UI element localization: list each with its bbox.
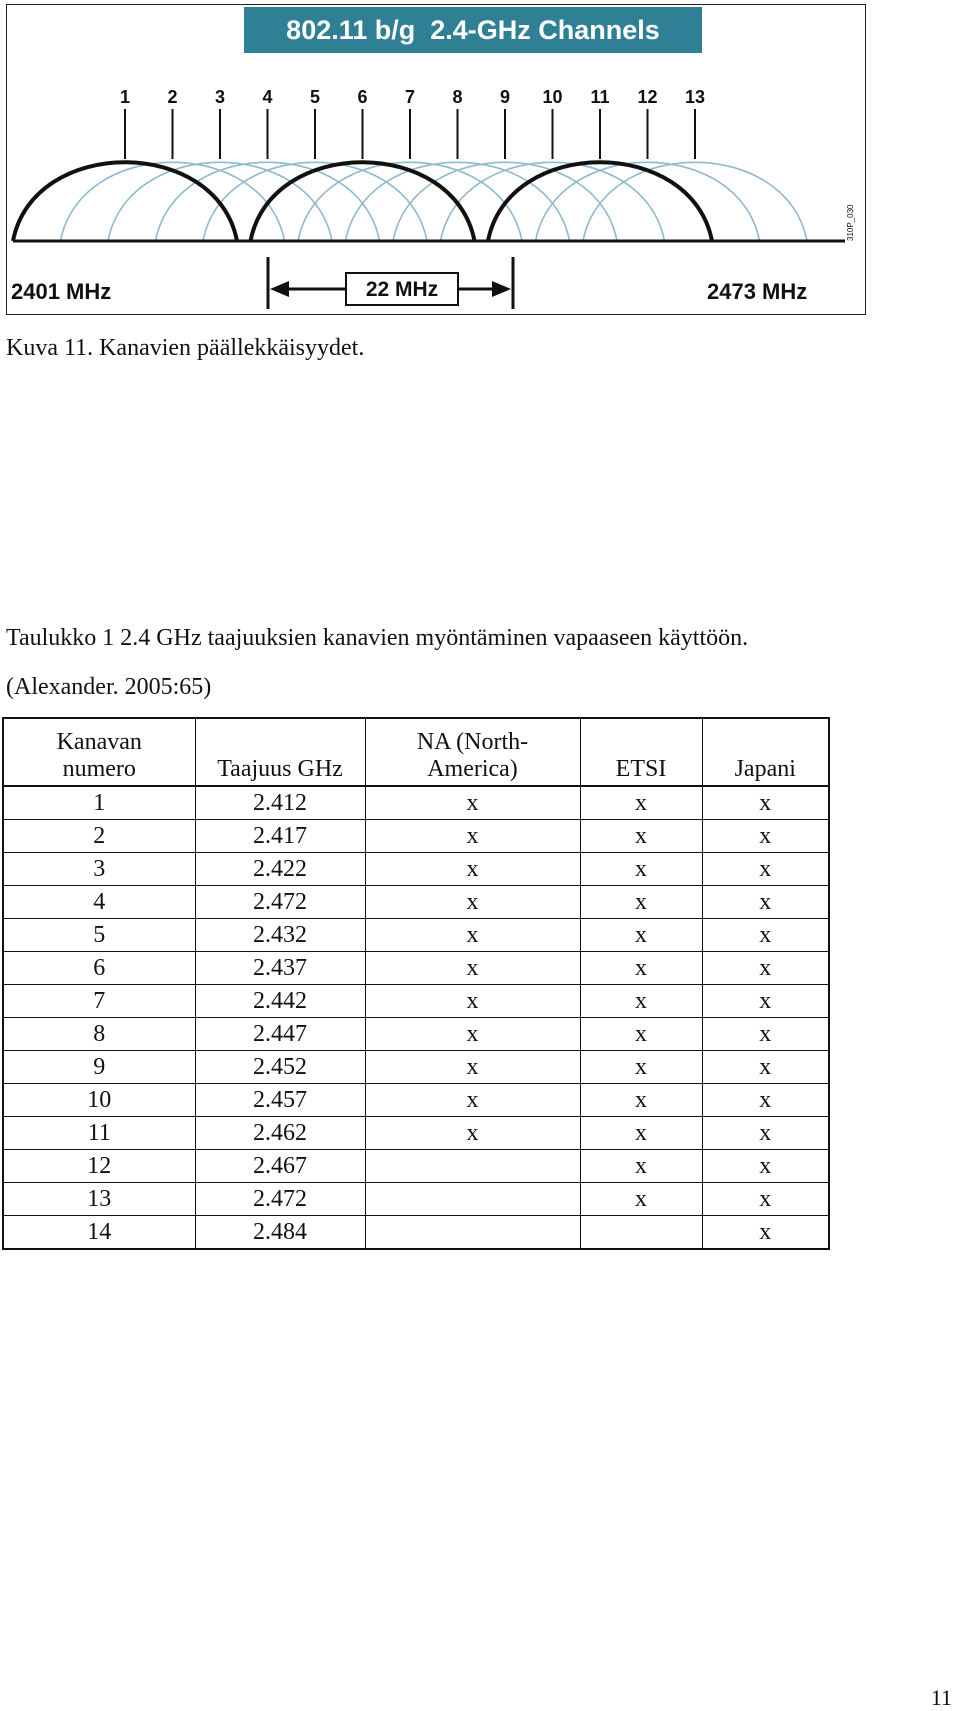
cell-etsi: x <box>580 985 702 1018</box>
cell-channel-number: 8 <box>3 1018 195 1051</box>
cell-etsi: x <box>580 1084 702 1117</box>
cell-frequency: 2.447 <box>195 1018 365 1051</box>
cell-channel-number: 5 <box>3 919 195 952</box>
cell-north-america: x <box>365 952 580 985</box>
channel-arc <box>61 162 285 241</box>
channel-number-label: 10 <box>542 87 563 107</box>
channel-arc <box>441 162 665 241</box>
cell-channel-number: 2 <box>3 820 195 853</box>
table-row <box>3 1018 829 1051</box>
cell-frequency: 2.432 <box>195 919 365 952</box>
table-row <box>3 1216 829 1250</box>
width-arrow-left-head <box>270 281 289 297</box>
cell-etsi: x <box>580 1051 702 1084</box>
channel-number-label: 9 <box>499 87 511 107</box>
cell-frequency: 2.417 <box>195 820 365 853</box>
channel-table <box>2 717 830 1250</box>
nonoverlapping-channel-arcs <box>13 162 712 241</box>
channel-markers <box>120 87 705 159</box>
freq-start-label: 2401 MHz <box>11 279 112 304</box>
channel-number-label: 5 <box>309 87 321 107</box>
table-row <box>3 1051 829 1084</box>
cell-etsi <box>580 1216 702 1250</box>
cell-channel-number: 12 <box>3 1150 195 1183</box>
cell-japan: x <box>702 1183 829 1216</box>
cell-north-america: x <box>365 853 580 886</box>
channel-number-label: 6 <box>357 87 368 107</box>
cell-frequency: 2.457 <box>195 1084 365 1117</box>
cell-frequency: 2.462 <box>195 1117 365 1150</box>
channel-number-label: 12 <box>637 87 658 107</box>
table-row <box>3 919 829 952</box>
header-channel-number: Kanavan numero <box>3 718 195 786</box>
cell-channel-number: 6 <box>3 952 195 985</box>
cell-frequency: 2.452 <box>195 1051 365 1084</box>
table-row <box>3 985 829 1018</box>
cell-north-america: x <box>365 919 580 952</box>
cell-japan: x <box>702 1150 829 1183</box>
cell-etsi: x <box>580 1150 702 1183</box>
cell-channel-number: 3 <box>3 853 195 886</box>
cell-channel-number: 14 <box>3 1216 195 1250</box>
cell-north-america <box>365 1183 580 1216</box>
cell-north-america: x <box>365 1018 580 1051</box>
cell-frequency: 2.422 <box>195 853 365 886</box>
table-row <box>3 820 829 853</box>
table-row <box>3 1150 829 1183</box>
figure-caption: Kuva 11. Kanavien päällekkäisyydet. <box>6 335 365 361</box>
cell-etsi: x <box>580 952 702 985</box>
cell-etsi: x <box>580 1018 702 1051</box>
cell-channel-number: 10 <box>3 1084 195 1117</box>
table-row <box>3 853 829 886</box>
page-number: 11 <box>930 1685 952 1710</box>
table-row <box>3 1117 829 1150</box>
cell-frequency: 2.467 <box>195 1150 365 1183</box>
width-label: 22 MHz <box>365 278 439 301</box>
channel-diagram-svg <box>7 5 865 314</box>
cell-frequency: 2.412 <box>195 786 365 820</box>
cell-etsi: x <box>580 1183 702 1216</box>
nonoverlapping-channel-arc <box>13 162 237 241</box>
table-header-row <box>3 718 829 786</box>
cell-japan: x <box>702 985 829 1018</box>
cell-channel-number: 11 <box>3 1117 195 1150</box>
channel-number-label: 8 <box>452 87 463 107</box>
cell-north-america <box>365 1150 580 1183</box>
cell-channel-number: 7 <box>3 985 195 1018</box>
cell-etsi: x <box>580 853 702 886</box>
channel-number-label: 1 <box>119 87 131 107</box>
channel-arc <box>298 162 522 241</box>
cell-channel-number: 1 <box>3 786 195 820</box>
channel-number-label: 11 <box>590 87 610 107</box>
cell-frequency: 2.437 <box>195 952 365 985</box>
cell-north-america: x <box>365 985 580 1018</box>
cell-north-america <box>365 1216 580 1250</box>
table-source: (Alexander. 2005:65) <box>6 674 212 700</box>
header-north-america: NA (North- America) <box>365 718 580 786</box>
cell-north-america: x <box>365 1117 580 1150</box>
cell-etsi: x <box>580 1117 702 1150</box>
cell-frequency: 2.472 <box>195 1183 365 1216</box>
cell-etsi: x <box>580 820 702 853</box>
cell-frequency: 2.484 <box>195 1216 365 1250</box>
cell-frequency: 2.472 <box>195 886 365 919</box>
channel-arc <box>536 162 760 241</box>
table-row <box>3 786 829 820</box>
cell-japan: x <box>702 786 829 820</box>
cell-channel-number: 13 <box>3 1183 195 1216</box>
cell-japan: x <box>702 820 829 853</box>
cell-japan: x <box>702 1216 829 1250</box>
channel-number-label: 13 <box>684 87 706 107</box>
cell-japan: x <box>702 886 829 919</box>
cell-japan: x <box>702 1051 829 1084</box>
cell-channel-number: 4 <box>3 886 195 919</box>
table-body <box>3 786 829 1249</box>
table-row <box>3 1183 829 1216</box>
nonoverlapping-channel-arc <box>488 162 712 241</box>
cell-north-america: x <box>365 886 580 919</box>
table-row <box>3 1084 829 1117</box>
cell-etsi: x <box>580 919 702 952</box>
cell-north-america: x <box>365 1084 580 1117</box>
figure-code: 310P_030 <box>846 204 855 241</box>
nonoverlapping-channel-arc <box>251 162 475 241</box>
cell-japan: x <box>702 1117 829 1150</box>
cell-channel-number: 9 <box>3 1051 195 1084</box>
table-caption: Taulukko 1 2.4 GHz taajuuksien kanavien myöntäminen vapaaseen käyttöön. <box>6 625 749 651</box>
cell-japan: x <box>702 1018 829 1051</box>
cell-japan: x <box>702 919 829 952</box>
cell-north-america: x <box>365 1051 580 1084</box>
channel-number-label: 2 <box>167 87 178 107</box>
channel-arc <box>203 162 427 241</box>
cell-frequency: 2.442 <box>195 985 365 1018</box>
cell-north-america: x <box>365 786 580 820</box>
cell-etsi: x <box>580 886 702 919</box>
channel-number-label: 3 <box>214 87 226 107</box>
diagram-title: 802.11 b/g 2.4-GHz Channels <box>286 15 660 45</box>
channel-number-label: 4 <box>262 87 273 107</box>
freq-end-label: 2473 MHz <box>707 279 808 304</box>
header-etsi: ETSI <box>580 718 702 786</box>
cell-etsi: x <box>580 786 702 820</box>
header-frequency: Taajuus GHz <box>195 718 365 786</box>
cell-japan: x <box>702 1084 829 1117</box>
channel-number-label: 7 <box>404 87 416 107</box>
table-row <box>3 952 829 985</box>
cell-japan: x <box>702 853 829 886</box>
channel-diagram <box>6 4 866 315</box>
header-japan: Japani <box>702 718 829 786</box>
width-arrow-right-head <box>492 281 511 297</box>
table-row <box>3 886 829 919</box>
cell-japan: x <box>702 952 829 985</box>
cell-north-america: x <box>365 820 580 853</box>
